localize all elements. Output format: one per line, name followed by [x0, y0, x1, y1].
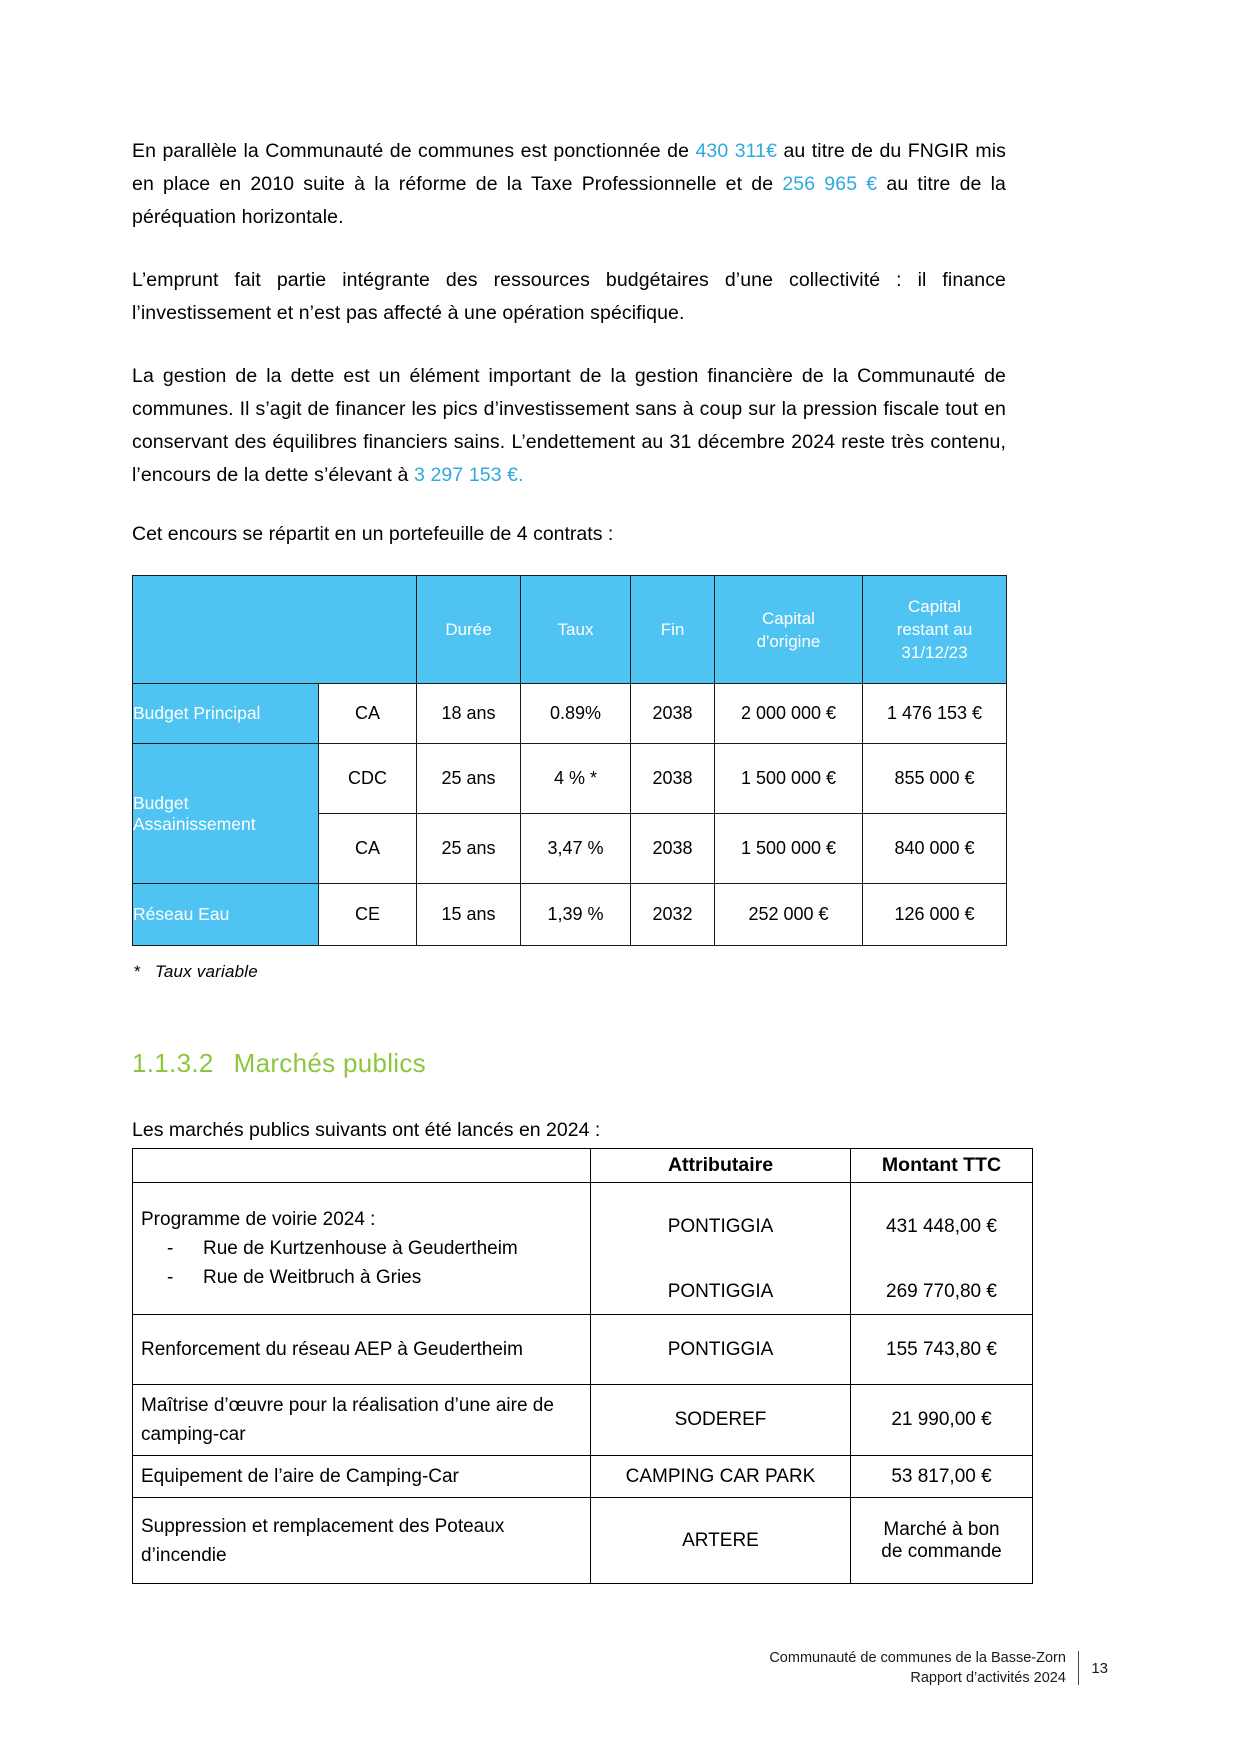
debt-row-label-budget-assainissement — [133, 744, 319, 884]
marches-desc-poteaux — [133, 1498, 591, 1584]
marches-montant-equipement: 53 817,00 € — [851, 1456, 1033, 1498]
debt-cell-type: CE — [319, 884, 417, 946]
paragraph-gestion-dette-text: La gestion de la dette est un élément important de la gestion financière de la Communauté de communes. Il s’agit de financer les pics d’investissement sans à coup sur la pression fiscale tout en conservant des équilibres financiers sains. L’endettement au 31 décembre 2024 reste très contenu, l’encours de la dette s’élevant à — [132, 365, 1006, 486]
debt-cell-fin: 2038 — [631, 814, 715, 884]
debt-cell-taux: 1,39 % — [521, 884, 631, 946]
debt-table-header-row — [133, 576, 1007, 684]
paragraph-fngir-text-a: En parallèle la Communauté de communes est ponctionnée de — [132, 140, 696, 162]
table-row — [133, 1315, 1033, 1385]
marches-header-montant: Montant TTC — [851, 1149, 1033, 1183]
marches-montant-voirie-1: 431 448,00 € — [851, 1183, 1033, 1271]
debt-row-label-reseau-eau: Réseau Eau — [133, 884, 319, 946]
debt-row-label-line2: Assainissement — [133, 813, 256, 834]
debt-header-capital-restant-line2: restant au — [896, 620, 973, 639]
paragraph-fngir-text-b: au titre de du FNGIR mis en place en 2010 suite à la réforme de la Taxe Professionnelle et de — [132, 140, 1006, 195]
debt-cell-duree: 25 ans — [417, 744, 521, 814]
table-row — [133, 1183, 1033, 1271]
marches-attributaire-aep: PONTIGGIA — [591, 1315, 851, 1385]
debt-cell-duree: 15 ans — [417, 884, 521, 946]
debt-cell-taux: 0.89% — [521, 684, 631, 744]
footer-line-1: Communauté de communes de la Basse-Zorn — [769, 1650, 1066, 1666]
marches-montant-poteaux-line1: Marché à bon — [883, 1518, 1000, 1540]
debt-cell-duree: 25 ans — [417, 814, 521, 884]
marches-montant-poteaux — [851, 1498, 1033, 1584]
marches-attributaire-maitrise-oeuvre: SODEREF — [591, 1385, 851, 1456]
marches-attributaire-voirie-2: PONTIGGIA — [591, 1271, 851, 1315]
marches-attributaire-poteaux: ARTERE — [591, 1498, 851, 1584]
paragraph-emprunt: L’emprunt fait partie intégrante des ressources budgétaires d’une collectivité : il finance l’investissement et n’est pas affecté à une opération spécifique. — [132, 269, 1006, 324]
section-number: 1.1.3.2 — [132, 1048, 214, 1078]
paragraph-gestion-dette — [132, 360, 1006, 492]
dash-bullet: - — [167, 1267, 174, 1288]
debt-cell-capital-restant: 840 000 € — [863, 814, 1007, 884]
page-number: 13 — [1091, 1659, 1108, 1677]
debt-cell-taux: 3,47 % — [521, 814, 631, 884]
amount-encours-dette: 3 297 153 €. — [414, 464, 524, 486]
marches-attributaire-equipement: CAMPING CAR PARK — [591, 1456, 851, 1498]
debt-cell-fin: 2038 — [631, 684, 715, 744]
marches-publics-table — [132, 1148, 1033, 1584]
marches-attributaire-voirie-1: PONTIGGIA — [591, 1183, 851, 1271]
footer-text — [769, 1648, 1066, 1688]
debt-cell-capital-restant: 126 000 € — [863, 884, 1007, 946]
debt-cell-type: CA — [319, 684, 417, 744]
dash-bullet: - — [167, 1238, 174, 1259]
debt-row-label-budget-principal: Budget Principal — [133, 684, 319, 744]
marches-desc-equipement: Equipement de l’aire de Camping-Car — [133, 1456, 591, 1498]
debt-cell-fin: 2038 — [631, 744, 715, 814]
marches-montant-voirie-2: 269 770,80 € — [851, 1271, 1033, 1315]
marches-desc-voirie — [133, 1183, 591, 1315]
debt-header-capital-origine-line2: d'origine — [756, 631, 821, 651]
marches-lead-line: Les marchés publics suivants ont été lancés en 2024 : — [132, 1119, 601, 1141]
debt-header-capital-restant — [863, 576, 1007, 684]
debt-cell-capital-restant: 1 476 153 € — [863, 684, 1007, 744]
debt-cell-capital-origine: 1 500 000 € — [715, 814, 863, 884]
marches-desc-aep: Renforcement du réseau AEP à Geudertheim — [133, 1315, 591, 1385]
debt-cell-duree: 18 ans — [417, 684, 521, 744]
debt-cell-type: CA — [319, 814, 417, 884]
marches-desc-maitrise-oeuvre: Maîtrise d’œuvre pour la réalisation d’une aire de camping-car — [133, 1385, 591, 1456]
table-row — [133, 1498, 1033, 1584]
section-title: Marchés publics — [233, 1048, 426, 1078]
debt-header-blank — [133, 576, 417, 684]
debt-cell-fin: 2032 — [631, 884, 715, 946]
marches-header-attributaire: Attributaire — [591, 1149, 851, 1183]
footer-divider — [1078, 1651, 1079, 1685]
debt-cell-capital-origine: 1 500 000 € — [715, 744, 863, 814]
table-intro-line: Cet encours se répartit en un portefeuille de 4 contrats : — [132, 523, 614, 545]
table-row — [133, 1385, 1033, 1456]
debt-cell-type: CDC — [319, 744, 417, 814]
debt-cell-capital-origine: 2 000 000 € — [715, 684, 863, 744]
footnote-text: Taux variable — [154, 962, 258, 981]
marches-desc-voirie-list — [141, 1234, 582, 1292]
table-row — [133, 1456, 1033, 1498]
debt-header-capital-origine-line1: Capital — [762, 608, 815, 628]
marches-header-row — [133, 1149, 1033, 1183]
table-row — [133, 884, 1007, 946]
debt-header-capital-origine — [715, 576, 863, 684]
list-item — [167, 1263, 582, 1292]
debt-cell-capital-restant: 855 000 € — [863, 744, 1007, 814]
list-item — [167, 1234, 582, 1263]
debt-header-taux: Taux — [521, 576, 631, 684]
debt-table — [132, 575, 1007, 946]
footer-line-2: Rapport d’activités 2024 — [910, 1670, 1066, 1686]
paragraph-fngir-text-c: au titre de la péréquation horizontale. — [132, 173, 1007, 228]
debt-header-fin: Fin — [631, 576, 715, 684]
table-row — [133, 744, 1007, 814]
table-row — [133, 684, 1007, 744]
debt-header-capital-restant-line1: Capital — [908, 597, 961, 616]
debt-row-label-line1: Budget — [133, 792, 189, 813]
footnote-star: * — [134, 962, 141, 981]
section-heading-marches-publics — [132, 1048, 1108, 1079]
debt-cell-taux: 4 % * — [521, 744, 631, 814]
debt-table-footnote — [134, 962, 1108, 982]
marches-montant-maitrise-oeuvre: 21 990,00 € — [851, 1385, 1033, 1456]
marches-montant-poteaux-line2: de commande — [881, 1540, 1002, 1562]
marches-desc-poteaux-text: Suppression et remplacement des Poteaux d’incendie — [141, 1515, 505, 1566]
list-item-label: Rue de Kurtzenhouse à Geudertheim — [203, 1238, 518, 1259]
amount-fngir: 430 311€ — [695, 140, 778, 162]
amount-perequation: 256 965 € — [782, 173, 878, 195]
marches-header-blank — [133, 1149, 591, 1183]
page-footer — [769, 1648, 1108, 1688]
paragraph-fngir — [132, 135, 1006, 234]
marches-montant-aep: 155 743,80 € — [851, 1315, 1033, 1385]
list-item-label: Rue de Weitbruch à Gries — [203, 1267, 422, 1288]
debt-cell-capital-origine: 252 000 € — [715, 884, 863, 946]
debt-header-capital-restant-line3: 31/12/23 — [901, 643, 968, 662]
marches-desc-voirie-title: Programme de voirie 2024 : — [141, 1209, 376, 1230]
debt-header-duree: Durée — [417, 576, 521, 684]
